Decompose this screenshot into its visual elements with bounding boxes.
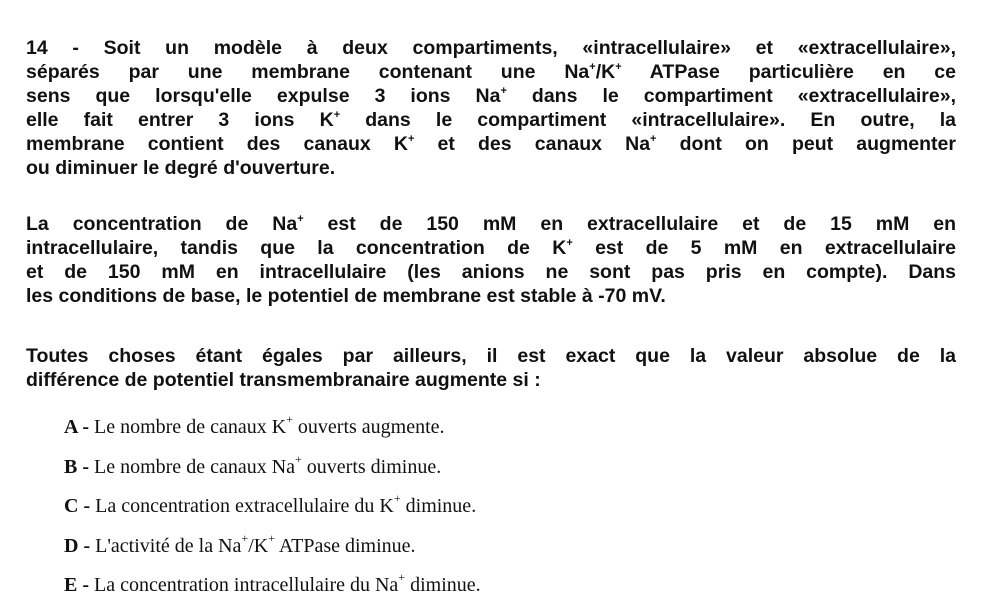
text-line: 14 - Soit un modèle à deux compartiments, «intracellulaire» et «extracellulaire», — [26, 37, 956, 59]
option-a: A - Le nombre de canaux K+ ouverts augmente. — [64, 412, 445, 438]
question-paragraph-2 — [26, 212, 956, 308]
text-line: intracellulaire, tandis que la concentration de K+ est de 5 mM en extracellulaire — [26, 236, 956, 259]
text-line: La concentration de Na+ est de 150 mM en extracellulaire et de 15 mM en — [26, 212, 957, 235]
question-paragraph-3 — [26, 344, 956, 392]
option-c: C - La concentration extracellulaire du K+ diminue. — [64, 491, 477, 517]
text-line: Toutes choses étant égales par ailleurs, il est exact que la valeur absolue de la — [26, 345, 956, 367]
text-line: séparés par une membrane contenant une Na+/K+ ATPase particulière en ce — [26, 60, 956, 83]
text-line: membrane contient des canaux K+ et des canaux Na+ dont on peut augmenter — [26, 132, 956, 155]
text-line: sens que lorsqu'elle expulse 3 ions Na+ dans le compartiment «extracellulaire», — [26, 84, 956, 107]
text-line: et de 150 mM en intracellulaire (les anions ne sont pas pris en compte). Dans — [26, 261, 956, 283]
option-d: D - L'activité de la Na+/K+ ATPase diminue. — [64, 530, 416, 557]
answer-options — [64, 412, 944, 610]
text-line: elle fait entrer 3 ions K+ dans le compartiment «intracellulaire». En outre, la — [26, 108, 957, 131]
option-b: B - Le nombre de canaux Na+ ouverts diminue. — [64, 451, 442, 478]
question-paragraph-1 — [26, 36, 956, 180]
text-line: les conditions de base, le potentiel de membrane est stable à -70 mV. — [26, 285, 666, 307]
text-line: ou diminuer le degré d'ouverture. — [26, 157, 336, 179]
option-e: E - La concentration intracellulaire du Na+ diminue. — [64, 570, 481, 596]
text-line: différence de potentiel transmembranaire augmente si : — [26, 369, 541, 391]
